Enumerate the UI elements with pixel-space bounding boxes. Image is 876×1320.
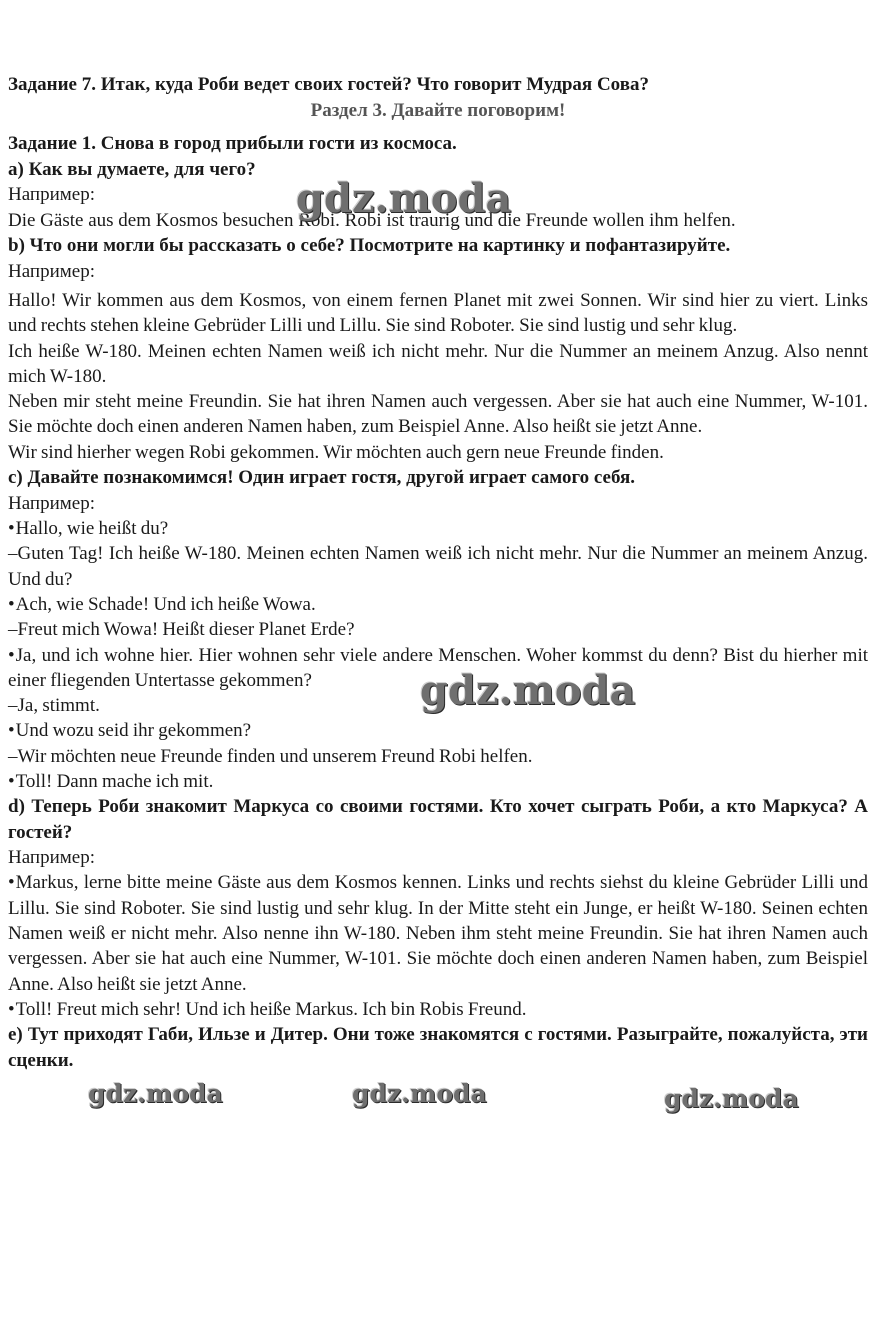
watermark-logo: gdz.moda bbox=[352, 1079, 487, 1108]
paragraph-b-4: Wir sind hierher wegen Robi gekommen. Wir möchten auch gern neue Freunde finden. bbox=[8, 441, 664, 463]
question-d: d) Теперь Роби знакомит Маркуса со своими гостями. Кто хочет сыграть Роби, а кто Маркуса? А гостей? bbox=[8, 796, 868, 843]
question-a: a) Как вы думаете, для чего? bbox=[8, 158, 256, 180]
dialogue-c-4: – Freut mich Wowa! Heißt dieser Planet Erde? bbox=[8, 617, 868, 642]
watermark-logo: gdz.moda bbox=[664, 1084, 799, 1113]
question-e: e) Тут приходят Габи, Ильзе и Дитер. Они тоже знакомятся с гостями. Разыграйте, пожалуйста, эти сценки. bbox=[8, 1024, 868, 1071]
dialogue-c-5: • Ja, und ich wohne hier. Hier wohnen sehr viele andere Menschen. Woher kommst du denn? Bist du hierher mit einer fliegenden Untertasse gekommen? bbox=[8, 643, 868, 694]
answer-a: Die Gäste aus dem Kosmos besuchen Robi. Robi ist traurig und die Freunde wollen ihm helfen. bbox=[8, 209, 736, 231]
example-label-a: Например: bbox=[8, 184, 95, 205]
dialogue-d-1: • Markus, lerne bitte meine Gäste aus dem Kosmos kennen. Links und rechts siehst du kleine Gebrüder Lilli und Lillu. Sie sind Roboter. Sie sind lustig und sehr klug. In der Mitte steht ein Junge, er heißt W-180. Seinen echten Namen weiß er nicht mehr. Also nenne ihn W-180. Neben ihm steht meine Freundin. Sie hat ihren Namen auch vergessen. Aber sie hat auch eine Nummer, W-101. Sie möchte doch einen anderen Namen haben, zum Beispiel Anne. Also heißt sie jetzt Anne. bbox=[8, 870, 868, 996]
dialogue-c-6: – Ja, stimmt. bbox=[8, 693, 868, 718]
watermark-logo: gdz.moda bbox=[88, 1079, 223, 1108]
example-label-d: Например: bbox=[8, 846, 95, 868]
dialogue-d-2: • Toll! Freut mich sehr! Und ich heiße Markus. Ich bin Robis Freund. bbox=[8, 997, 868, 1022]
question-b: b) Что они могли бы рассказать о себе? Посмотрите на картинку и пофантазируйте. bbox=[8, 235, 731, 256]
section-heading: Раздел 3. Давайте поговорим! bbox=[310, 99, 566, 121]
dialogue-c-3: • Ach, wie Schade! Und ich heiße Wowa. bbox=[8, 592, 868, 617]
watermark-logo: gdz.moda bbox=[296, 175, 512, 222]
watermark-logo: gdz.moda bbox=[420, 667, 636, 714]
dialogue-c-7: • Und wozu seid ihr gekommen? bbox=[8, 718, 868, 743]
dialogue-c-9: • Toll! Dann mache ich mit. bbox=[8, 769, 868, 794]
dialogue-c-2: – Guten Tag! Ich heiße W-180. Meinen echten Namen weiß ich nicht mehr. Nur die Nummer an meinem Anzug. Und du? bbox=[8, 541, 868, 592]
example-label-c: Например: bbox=[8, 492, 95, 514]
dialogue-c-1: • Hallo, wie heißt du? bbox=[8, 516, 868, 541]
question-c: c) Давайте познакомимся! Один играет гостя, другой играет самого себя. bbox=[8, 467, 636, 489]
paragraph-b-3: Neben mir steht meine Freundin. Sie hat ihren Namen auch vergessen. Aber sie hat auch eine Nummer, W-101. Sie möchte doch einen anderen Namen haben, zum Beispiel Anne. Also heißt sie jetzt Anne. bbox=[8, 391, 868, 438]
example-label-b: Например: bbox=[8, 260, 95, 282]
document-page bbox=[8, 72, 868, 1073]
paragraph-b-2: Ich heiße W-180. Meinen echten Namen weiß ich nicht mehr. Nur die Nummer an meinem Anzug. Also nennt mich W-180. bbox=[8, 340, 868, 387]
paragraph-b-1: Hallo! Wir kommen aus dem Kosmos, von einem fernen Planet mit zwei Sonnen. Wir sind hier zu viert. Links und rechts stehen kleine Gebrüder Lilli und Lillu. Sie sind Roboter. Sie sind lustig und sehr klug. bbox=[8, 290, 868, 337]
task7-heading: Задание 7. Итак, куда Роби ведет своих гостей? Что говорит Мудрая Сова? bbox=[8, 74, 649, 95]
dialogue-c-8: – Wir möchten neue Freunde finden und unserem Freund Robi helfen. bbox=[8, 744, 868, 769]
task1-title: Задание 1. Снова в город прибыли гости из космоса. bbox=[8, 133, 457, 154]
